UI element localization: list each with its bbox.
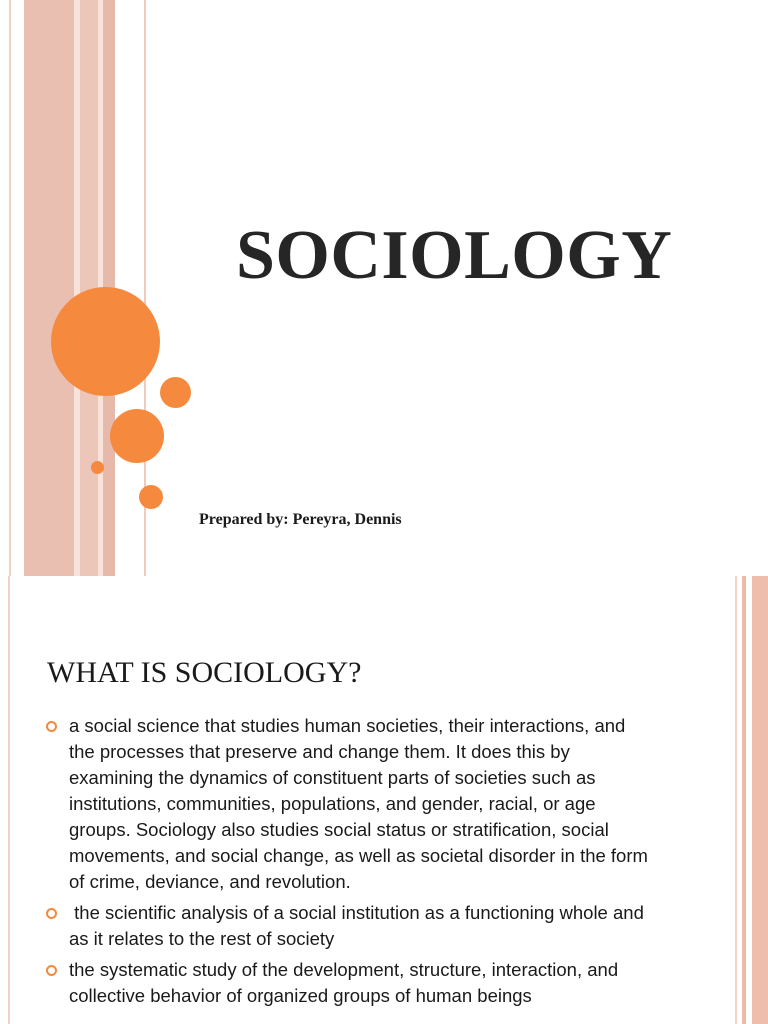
circle-bullet-icon: [46, 965, 57, 976]
slide-title: SOCIOLOGY: [236, 217, 673, 294]
list-item: [46, 900, 651, 952]
circle-bullet-icon: [46, 908, 57, 919]
decorative-stripe: [735, 576, 737, 1024]
bullet-text: the systematic study of the development, structure, interaction, and collective behavior of organized groups of human beings: [69, 959, 619, 1006]
decorative-stripe: [24, 0, 74, 576]
decorative-stripe: [752, 576, 768, 1024]
circle-bullet-icon: [46, 721, 57, 732]
list-item: [46, 957, 651, 1009]
decorative-circle-large: [51, 287, 160, 396]
decorative-circle-tiny: [91, 461, 104, 474]
content-slide: [0, 576, 768, 1024]
list-item: [46, 713, 651, 895]
slide-heading: WHAT IS SOCIOLOGY?: [47, 656, 362, 689]
definition-list: [46, 713, 651, 1014]
decorative-circle-small: [139, 485, 163, 509]
decorative-stripe: [8, 576, 10, 1024]
bullet-text: the scientific analysis of a social institution as a functioning whole and as it relates to the rest of society: [69, 902, 649, 949]
author-credit: Prepared by: Pereyra, Dennis: [199, 511, 402, 528]
decorative-circle-small: [160, 377, 191, 408]
decorative-circle-medium: [110, 409, 164, 463]
decorative-stripe: [9, 0, 11, 576]
decorative-stripe: [742, 576, 746, 1024]
bullet-text: a social science that studies human societies, their interactions, and the processes that preserve and change them. It does this by examining the dynamics of constituent parts of societies such as institutions, communities, populations, and gender, racial, or age groups. Sociology also studies social status or stratification, social movements, and social change, as well as societal disorder in the form of crime, deviance, and revolution.: [69, 715, 648, 892]
